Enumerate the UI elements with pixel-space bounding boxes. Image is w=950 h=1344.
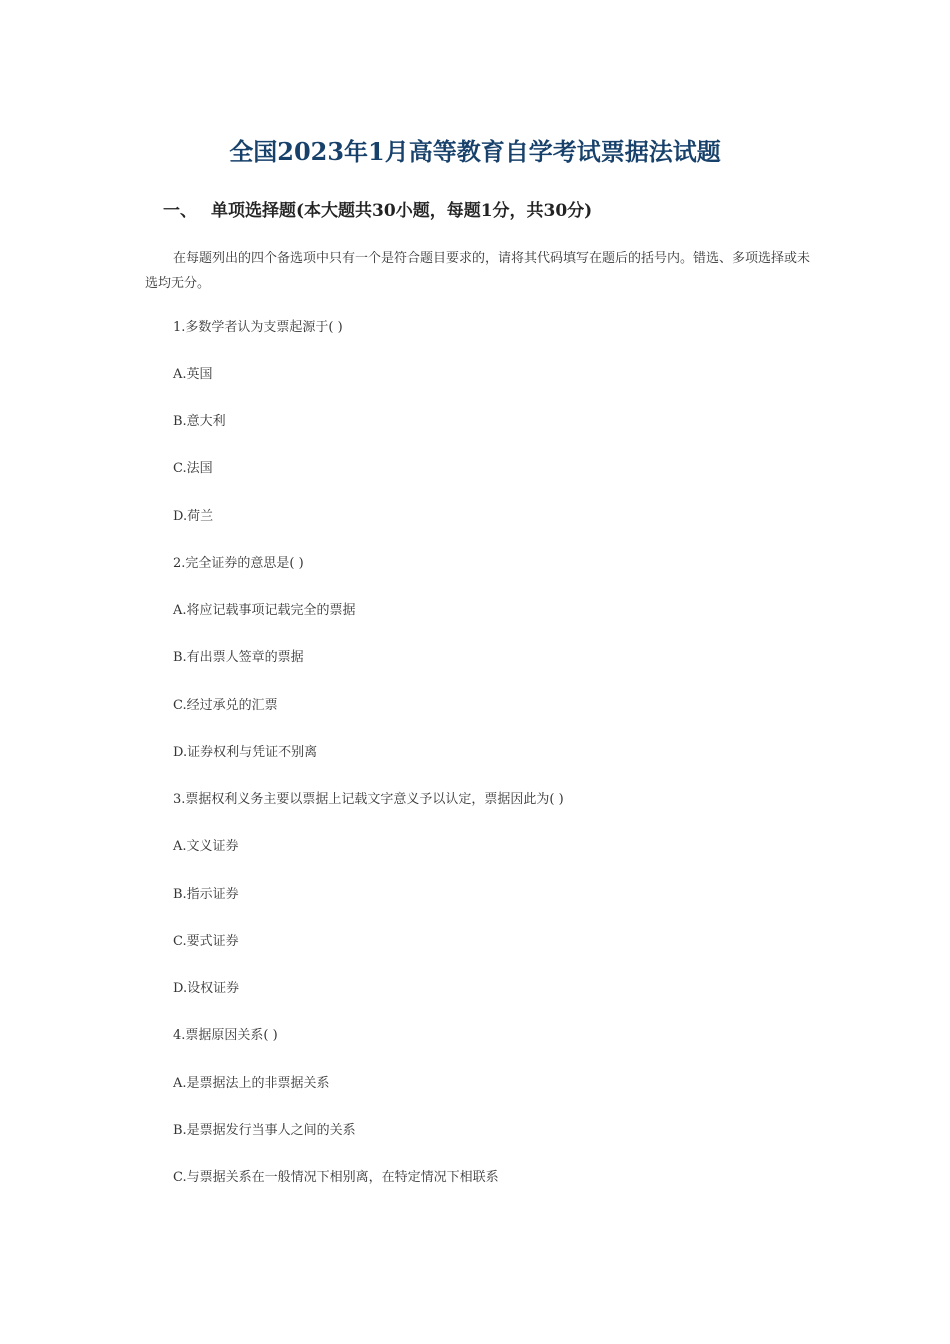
section-heading xyxy=(163,198,592,224)
option-text: A.是票据法上的非票据关系 xyxy=(173,1076,330,1091)
option-text: C.法国 xyxy=(173,461,213,476)
question-text: 4.票据原因关系( ) xyxy=(173,1028,278,1043)
question-text: 2.完全证券的意思是( ) xyxy=(173,556,304,571)
question-text: 3.票据权利义务主要以票据上记载文字意义予以认定，票据因此为( ) xyxy=(173,792,564,807)
instructions-paragraph: 在每题列出的四个备选项中只有一个是符合题目要求的，请将其代码填写在题后的括号内。错选、多项选择或未选均无分。 xyxy=(145,251,811,291)
option-text: A.英国 xyxy=(173,367,213,382)
option-text: B.是票据发行当事人之间的关系 xyxy=(173,1123,356,1138)
option-text: A.将应记载事项记载完全的票据 xyxy=(173,603,356,618)
option-text: D.证券权利与凭证不别离 xyxy=(173,745,318,760)
option-text: A.文义证券 xyxy=(173,839,239,854)
option-text: D.设权证券 xyxy=(173,981,240,996)
option-text: B.意大利 xyxy=(173,414,226,429)
option-text: C.经过承兑的汇票 xyxy=(173,698,278,713)
section-number: 一、 xyxy=(163,201,197,221)
option-text: D.荷兰 xyxy=(173,509,214,524)
page-title: 全国2023年1月高等教育自学考试票据法试题 xyxy=(229,137,721,166)
option-text: C.与票据关系在一般情况下相别离，在特定情况下相联系 xyxy=(173,1170,499,1185)
option-text: B.有出票人签章的票据 xyxy=(173,650,304,665)
option-text: C.要式证券 xyxy=(173,934,239,949)
section-heading-text: 单项选择题(本大题共30小题，每题1分，共30分) xyxy=(211,201,593,221)
question-text: 1.多数学者认为支票起源于( ) xyxy=(173,320,343,335)
option-text: B.指示证券 xyxy=(173,887,239,902)
